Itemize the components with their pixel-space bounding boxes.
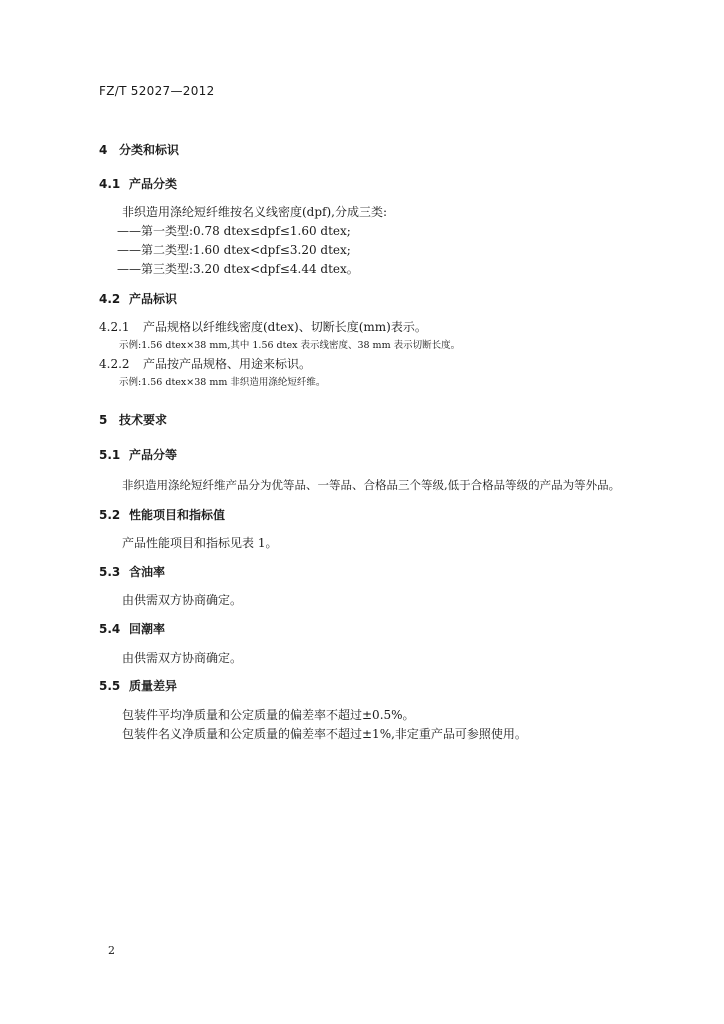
section-4-1-intro: 非织造用涤纶短纤维按名义线密度(dpf),分成三类: bbox=[122, 205, 388, 219]
section-title: 回潮率 bbox=[129, 622, 166, 636]
section-number: 5 bbox=[99, 413, 108, 427]
section-5-3-heading bbox=[99, 563, 165, 580]
class-item-2: ——第二类型:1.60 dtex<dpf≤3.20 dtex; bbox=[117, 243, 351, 257]
section-number: 4.2.1 bbox=[99, 320, 130, 334]
section-4-2-1-example: 示例:1.56 dtex×38 mm,其中 1.56 dtex 表示线密度、38 mm 表示切断长度。 bbox=[119, 340, 461, 351]
class-item-3: ——第三类型:3.20 dtex<dpf≤4.44 dtex。 bbox=[117, 262, 359, 276]
section-5-4-text: 由供需双方协商确定。 bbox=[122, 651, 243, 665]
section-5-heading bbox=[99, 411, 167, 428]
section-5-4-heading bbox=[99, 620, 165, 637]
section-number: 5.2 bbox=[99, 508, 121, 522]
section-number: 4.2 bbox=[99, 292, 121, 306]
class-item-1: ——第一类型:0.78 dtex≤dpf≤1.60 dtex; bbox=[117, 224, 351, 238]
section-5-1-heading bbox=[99, 446, 177, 463]
section-5-3-text: 由供需双方协商确定。 bbox=[122, 593, 243, 607]
section-title: 产品分等 bbox=[129, 448, 178, 462]
section-5-5-heading bbox=[99, 677, 177, 694]
section-number: 5.4 bbox=[99, 622, 121, 636]
section-number: 5.1 bbox=[99, 448, 121, 462]
section-title: 产品分类 bbox=[129, 177, 178, 191]
section-text: 产品规格以纤维线密度(dtex)、切断长度(mm)表示。 bbox=[143, 320, 427, 334]
section-number: 5.5 bbox=[99, 679, 121, 693]
section-text: 产品按产品规格、用途来标识。 bbox=[143, 357, 312, 371]
section-title: 技术要求 bbox=[119, 413, 168, 427]
section-title: 产品标识 bbox=[129, 292, 178, 306]
section-5-5-line-2: 包装件名义净质量和公定质量的偏差率不超过±1%,非定重产品可参照使用。 bbox=[122, 727, 527, 741]
section-title: 含油率 bbox=[129, 565, 166, 579]
section-4-2-2 bbox=[99, 355, 311, 372]
section-5-1-text: 非织造用涤纶短纤维产品分为优等品、一等品、合格品三个等级,低于合格品等级的产品为等外品。 bbox=[122, 478, 621, 492]
section-title: 质量差异 bbox=[129, 679, 178, 693]
section-4-1-heading bbox=[99, 175, 177, 192]
section-number: 5.3 bbox=[99, 565, 121, 579]
section-5-2-heading bbox=[99, 506, 225, 523]
section-5-2-text: 产品性能项目和指标见表 1。 bbox=[122, 536, 278, 550]
section-4-2-heading bbox=[99, 290, 177, 307]
section-number: 4.1 bbox=[99, 177, 121, 191]
standard-code: FZ/T 52027—2012 bbox=[99, 84, 215, 98]
section-4-2-1 bbox=[99, 318, 427, 335]
section-4-2-2-example: 示例:1.56 dtex×38 mm 非织造用涤纶短纤维。 bbox=[119, 377, 326, 388]
page-number: 2 bbox=[108, 944, 115, 957]
section-4-heading bbox=[99, 141, 179, 158]
section-number: 4 bbox=[99, 143, 108, 157]
section-title: 性能项目和指标值 bbox=[129, 508, 226, 522]
section-number: 4.2.2 bbox=[99, 357, 130, 371]
section-5-5-line-1: 包装件平均净质量和公定质量的偏差率不超过±0.5%。 bbox=[122, 708, 415, 722]
section-title: 分类和标识 bbox=[119, 143, 180, 157]
